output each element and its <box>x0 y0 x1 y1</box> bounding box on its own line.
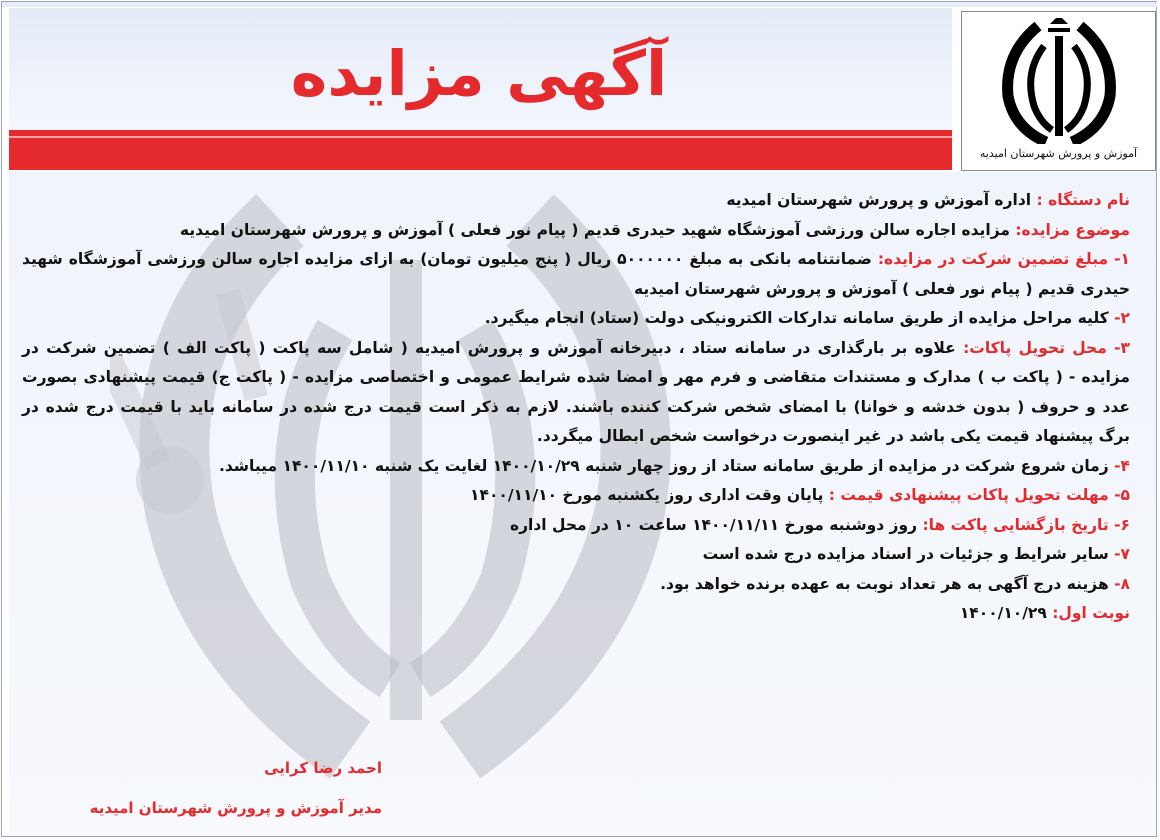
item-start-time: ۴- زمان شروع شرکت در مزایده از طریق سامانه ستاد از روز چهار شنبه ۱۴۰۰/۱۰/۲۹ لغایت یک شنبه ۱۴۰۰/۱۱/۱۰ میباشد. <box>218 456 1130 475</box>
item-conditions: ۷- سایر شرایط و جزئیات در اسناد مزایده درج شده است <box>702 545 1130 563</box>
item-opening-date: ۶- تاریخ بازگشایی پاکت ها: روز دوشنبه مورخ ۱۴۰۰/۱۱/۱۱ ساعت ۱۰ در محل اداره <box>509 515 1130 534</box>
item-subject: موضوع مزایده: مزایده اجاره سالن ورزشی آموزشگاه شهید حیدری قدیم ( پیام نور فعلی ) آموزش و پرورش شهرستان امیدیه <box>179 220 1130 239</box>
notice-body <box>22 186 1130 629</box>
signature-block <box>22 748 382 828</box>
item-organization: نام دستگاه : اداره آموزش و پرورش شهرستان امیدیه <box>726 191 1130 209</box>
item-guarantee: ۱- مبلغ تضمین شرکت در مزایده: ضمانتنامه بانکی به مبلغ ۵۰۰۰۰۰۰ ریال ( پنج میلیون تومان) به ازای مزایده اجاره سالن ورزشی آموزشگاه شهید حیدری قدیم ( پیام نور فعلی ) آموزش و پرورش شهرستان امیدیه <box>22 250 1130 298</box>
item-procedure: ۲- کلیه مراحل مزایده از طریق سامانه تدارکات الکترونیکی دولت (ستاد) انجام میگیرد. <box>484 309 1130 327</box>
item-delivery-location: ۳- محل تحویل پاکات: علاوه بر بارگذاری در سامانه ستاد ، دبیرخانه آموزش و پرورش امیدیه ( شامل سه پاکت ( پاکت الف ) تضمین شرکت در مزایده - ( پاکت ب ) مدارک و مستندات متقاضی و فرم مهر و امضا شده شرایط عمومی و اختصاصی مزایده - ( پاکت ج) قیمت پیشنهادی بصورت عدد و حروف ( بدون خدشه و خوانا) با امضای شخص شرکت کننده باشند. لازم به ذکر است قیمت درج شده در سامانه باید با قیمت درج شده در برگ پیشنهاد قیمت یکی باشد در غیر اینصورت درخواست شخص ابطال میگردد. <box>22 338 1130 445</box>
header-band <box>9 8 952 130</box>
top-strip <box>2 2 1157 7</box>
signer-position: مدیر آموزش و پرورش شهرستان امیدیه <box>89 799 382 817</box>
emblem-caption: آموزش و پرورش شهرستان امیدیه <box>979 147 1138 160</box>
page-title: آگهی مزایده <box>290 37 668 110</box>
red-banner <box>9 130 952 170</box>
signer-name: احمد رضا کرایی <box>264 759 382 777</box>
item-deadline: ۵- مهلت تحویل پاکات پیشنهادی قیمت : پایان وقت اداری روز یکشنبه مورخ ۱۴۰۰/۱۱/۱۰ <box>470 486 1130 504</box>
emblem-box <box>961 11 1156 171</box>
item-cost: ۸- هزینه درج آگهی به هر تعداد نوبت به عهده برنده خواهد بود. <box>660 574 1130 593</box>
iran-emblem-icon <box>1000 16 1118 144</box>
item-first-publication: نوبت اول: ۱۴۰۰/۱۰/۲۹ <box>959 604 1130 622</box>
